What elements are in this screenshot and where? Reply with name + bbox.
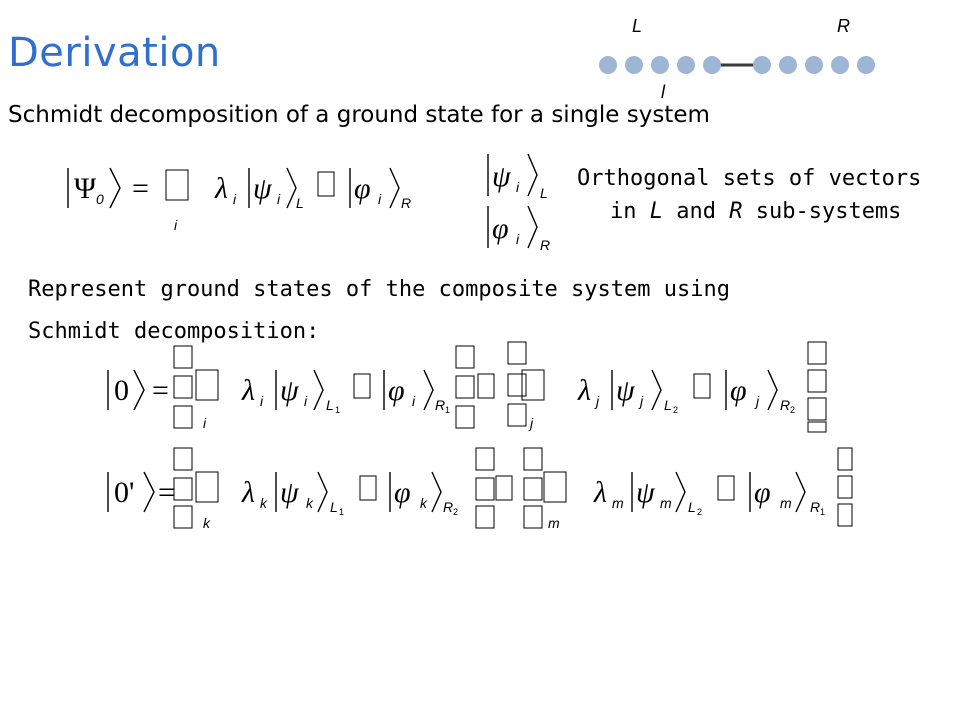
eq1-tensor-glyph (318, 172, 334, 196)
eq2-lhs: 0 (114, 374, 129, 407)
chain-site-right (805, 56, 823, 74)
svg-text:k: k (420, 495, 427, 511)
eq3-sum-index-m: m (548, 515, 560, 531)
eq1-L: L (296, 195, 304, 211)
svg-text:j: j (640, 393, 644, 409)
svg-text:i: i (412, 393, 416, 409)
orthogonal-line1: Orthogonal sets of vectors (577, 166, 922, 191)
svg-text:2: 2 (790, 405, 796, 415)
svg-text:m: m (660, 495, 672, 511)
svg-text:1: 1 (339, 507, 345, 517)
side-L: L (540, 185, 548, 201)
eq3-psi-m: ψ (636, 476, 655, 509)
side-psi-index: i (516, 179, 520, 195)
slide-title: Derivation (8, 30, 221, 76)
svg-text:L: L (330, 499, 338, 515)
composite-text: Represent ground states of the composite system using (28, 277, 730, 302)
eq1-sub0: 0 (96, 191, 104, 207)
eq1-R: R (401, 195, 412, 211)
intro-text: Schmidt decomposition of a ground state for a single system (8, 102, 710, 128)
svg-text:R: R (435, 397, 446, 413)
svg-text:i: i (260, 393, 264, 409)
chain-site-right (753, 56, 771, 74)
svg-text:2: 2 (697, 507, 703, 517)
eq3-equals: = (158, 476, 175, 509)
equation-orthogonal-kets (480, 150, 570, 259)
side-phi-index: i (516, 231, 520, 247)
eq2-equals: = (152, 374, 169, 407)
svg-text:R: R (443, 499, 454, 515)
schmidt-text: Schmidt decomposition: (28, 319, 320, 344)
chain-site-right (857, 56, 875, 74)
chain-site-left (625, 56, 643, 74)
svg-text:m: m (612, 495, 624, 511)
chain-label-right: R (837, 16, 850, 36)
eq2-sum-index-j: j (530, 415, 534, 431)
eq1-equals: = (132, 172, 149, 205)
eq3-psi-k: ψ (280, 476, 299, 509)
svg-text:j: j (756, 393, 760, 409)
svg-text:1: 1 (335, 405, 341, 415)
orthogonal-R: R (729, 199, 743, 224)
svg-text:i: i (304, 393, 308, 409)
eq2-sum-index-i: i (203, 415, 207, 431)
svg-text:L: L (664, 397, 672, 413)
orthogonal-line2 (610, 199, 901, 224)
eq2-phi-i: φ (388, 374, 405, 407)
chain-site-right (831, 56, 849, 74)
svg-text:L: L (326, 397, 334, 413)
eq1-lambda-index: i (233, 191, 237, 207)
eq1-psi: ψ (253, 172, 272, 205)
equation-composite-0 (100, 338, 840, 442)
eq1-phi-index: i (378, 191, 382, 207)
eq2-lambda-j: λ (578, 374, 591, 407)
eq3-lhs: 0' (114, 476, 135, 509)
svg-text:k: k (260, 495, 267, 511)
svg-text:2: 2 (673, 405, 679, 415)
eq3-sum-k-glyph (196, 472, 218, 502)
eq1-lambda: λ (215, 172, 228, 205)
svg-text:R: R (780, 397, 791, 413)
svg-text:k: k (306, 495, 313, 511)
orthogonal-line2-post: sub-systems (742, 199, 902, 224)
svg-text:2: 2 (453, 507, 459, 517)
side-phi: φ (492, 212, 509, 245)
eq3-sum-index-k: k (203, 515, 210, 531)
eq1-sum-glyph (166, 170, 188, 200)
svg-text:j: j (596, 393, 600, 409)
chain-site-left (703, 56, 721, 74)
chain-label-left: L (632, 16, 643, 36)
eq2-psi-i: ψ (280, 374, 299, 407)
eq3-phi-k: φ (394, 476, 411, 509)
chain-diagram (590, 10, 890, 110)
eq1-sum-index: i (174, 217, 178, 233)
equation-composite-0prime (100, 440, 840, 544)
eq2-psi-j: ψ (616, 374, 635, 407)
eq1-psi-index: i (277, 191, 281, 207)
eq1-phi: φ (354, 172, 371, 205)
eq2-lambda-i: λ (242, 374, 255, 407)
svg-text:R: R (810, 499, 821, 515)
chain-site-left (599, 56, 617, 74)
side-R: R (540, 237, 551, 253)
eq3-lambda-k: λ (242, 476, 255, 509)
svg-text:1: 1 (445, 405, 451, 415)
chain-label-bond: l (661, 82, 665, 102)
eq2-sum-i-glyph (196, 370, 218, 400)
side-psi: ψ (492, 160, 511, 193)
orthogonal-line2-mid: and (663, 199, 730, 224)
chain-site-left (677, 56, 695, 74)
eq1-psi0: Ψ (74, 172, 97, 205)
eq3-sum-m-glyph (544, 472, 566, 502)
orthogonal-line2-pre: in (610, 199, 650, 224)
chain-site-left (651, 56, 669, 74)
eq3-phi-m: φ (754, 476, 771, 509)
svg-text:m: m (780, 495, 792, 511)
eq2-phi-j: φ (730, 374, 747, 407)
chain-svg (590, 10, 890, 110)
eq3-lambda-m: λ (594, 476, 607, 509)
svg-text:1: 1 (820, 507, 826, 517)
chain-site-right (779, 56, 797, 74)
svg-text:L: L (688, 499, 696, 515)
orthogonal-L: L (649, 199, 663, 224)
equation-schmidt-single (60, 160, 430, 244)
